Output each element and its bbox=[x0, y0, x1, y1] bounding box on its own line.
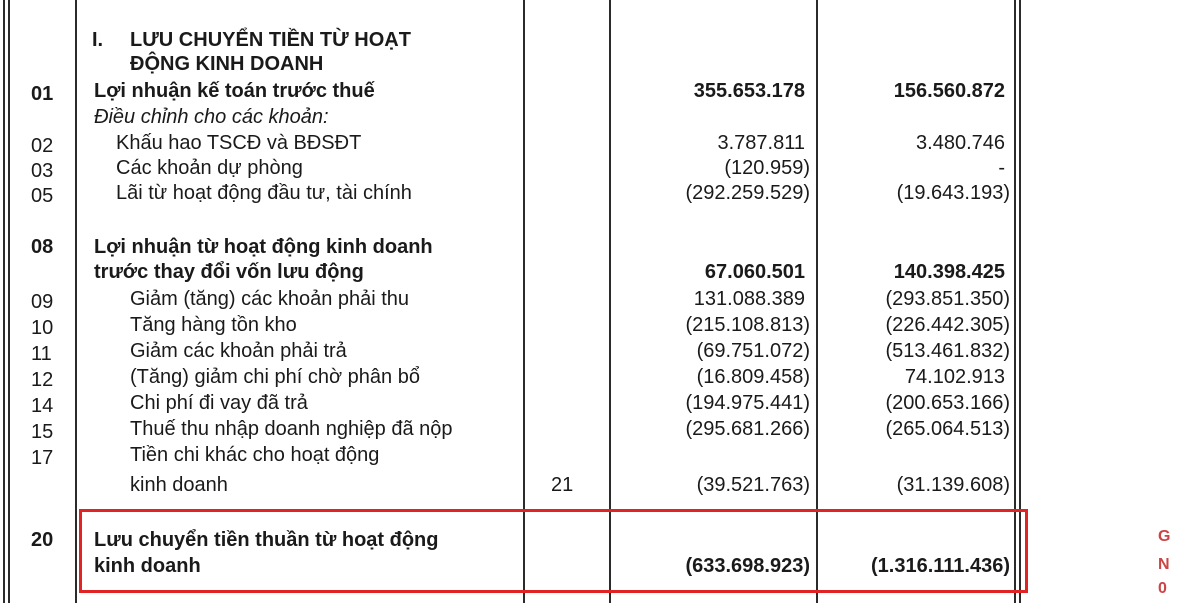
row-current: 67.060.501 bbox=[704, 261, 805, 283]
section-heading: LƯU CHUYỂN TIỀN TỪ HOẠT bbox=[130, 29, 411, 51]
row-prior: (293.851.350) bbox=[885, 288, 1010, 310]
row-code: 10 bbox=[31, 317, 54, 339]
row-current: 131.088.389 bbox=[693, 288, 805, 310]
row-code: 12 bbox=[31, 369, 54, 391]
row-current: 355.653.178 bbox=[693, 80, 805, 102]
row-prior: (31.139.608) bbox=[896, 474, 1010, 496]
row-prior: 140.398.425 bbox=[893, 261, 1005, 283]
row-current: (120.959) bbox=[724, 157, 810, 179]
row-current: 3.787.811 bbox=[717, 132, 805, 154]
stamp-fragment: G bbox=[1158, 528, 1171, 545]
row-label: Điều chỉnh cho các khoản: bbox=[94, 106, 329, 128]
row-current: (215.108.813) bbox=[685, 314, 810, 336]
row-label-cont: trước thay đổi vốn lưu động bbox=[94, 261, 364, 283]
row-current: (16.809.458) bbox=[696, 366, 810, 388]
column-rule bbox=[3, 0, 5, 603]
row-prior: (19.643.193) bbox=[896, 182, 1010, 204]
row-code: 05 bbox=[31, 185, 54, 207]
row-label: Thuế thu nhập doanh nghiệp đã nộp bbox=[130, 418, 453, 440]
row-code: 02 bbox=[31, 135, 54, 157]
row-label: Các khoản dự phòng bbox=[116, 157, 303, 179]
row-code: 03 bbox=[31, 160, 54, 182]
row-label-cont: kinh doanh bbox=[130, 474, 228, 496]
row-label: Lợi nhuận kế toán trước thuế bbox=[94, 80, 375, 102]
row-code: 14 bbox=[31, 395, 54, 417]
row-label: Giảm các khoản phải trả bbox=[130, 340, 347, 362]
row-prior: (200.653.166) bbox=[885, 392, 1010, 414]
row-code: 15 bbox=[31, 421, 54, 443]
row-label: Tăng hàng tồn kho bbox=[130, 314, 297, 336]
row-prior: (1.316.111.436) bbox=[870, 555, 1010, 577]
row-label-cont: kinh doanh bbox=[94, 555, 201, 577]
section-roman: I. bbox=[92, 29, 104, 51]
row-code: 08 bbox=[31, 236, 54, 258]
row-prior: (226.442.305) bbox=[885, 314, 1010, 336]
row-prior: 74.102.913 bbox=[904, 366, 1005, 388]
column-rule bbox=[8, 0, 10, 603]
row-code: 01 bbox=[31, 83, 54, 105]
row-current: (39.521.763) bbox=[696, 474, 810, 496]
row-current: (292.259.529) bbox=[685, 182, 810, 204]
row-label: (Tăng) giảm chi phí chờ phân bổ bbox=[130, 366, 420, 388]
row-current: (633.698.923) bbox=[685, 555, 810, 577]
row-code: 11 bbox=[31, 343, 52, 365]
row-label: Lợi nhuận từ hoạt động kinh doanh bbox=[94, 236, 433, 258]
row-label: Lưu chuyển tiền thuần từ hoạt động bbox=[94, 529, 439, 551]
section-heading-cont: ĐỘNG KINH DOANH bbox=[130, 53, 324, 75]
row-label: Giảm (tăng) các khoản phải thu bbox=[130, 288, 410, 310]
row-code: 20 bbox=[31, 529, 54, 551]
row-prior: - bbox=[998, 157, 1005, 179]
stamp-fragment: 0 bbox=[1158, 580, 1167, 597]
row-current: (295.681.266) bbox=[685, 418, 810, 440]
row-code: 09 bbox=[31, 291, 54, 313]
row-prior: (265.064.513) bbox=[885, 418, 1010, 440]
row-label: Chi phí đi vay đã trả bbox=[130, 392, 308, 414]
row-current: (69.751.072) bbox=[696, 340, 810, 362]
row-label: Lãi từ hoạt động đầu tư, tài chính bbox=[116, 182, 412, 204]
row-prior: 3.480.746 bbox=[916, 132, 1005, 154]
row-label: Khấu hao TSCĐ và BĐSĐT bbox=[116, 132, 362, 154]
row-prior: (513.461.832) bbox=[885, 340, 1010, 362]
row-code: 17 bbox=[31, 447, 54, 469]
row-label: Tiền chi khác cho hoạt động bbox=[130, 444, 380, 466]
column-rule bbox=[75, 0, 77, 603]
row-current: (194.975.441) bbox=[685, 392, 810, 414]
stamp-fragment: N bbox=[1158, 556, 1170, 573]
row-note: 21 bbox=[551, 474, 574, 496]
row-prior: 156.560.872 bbox=[893, 80, 1005, 102]
